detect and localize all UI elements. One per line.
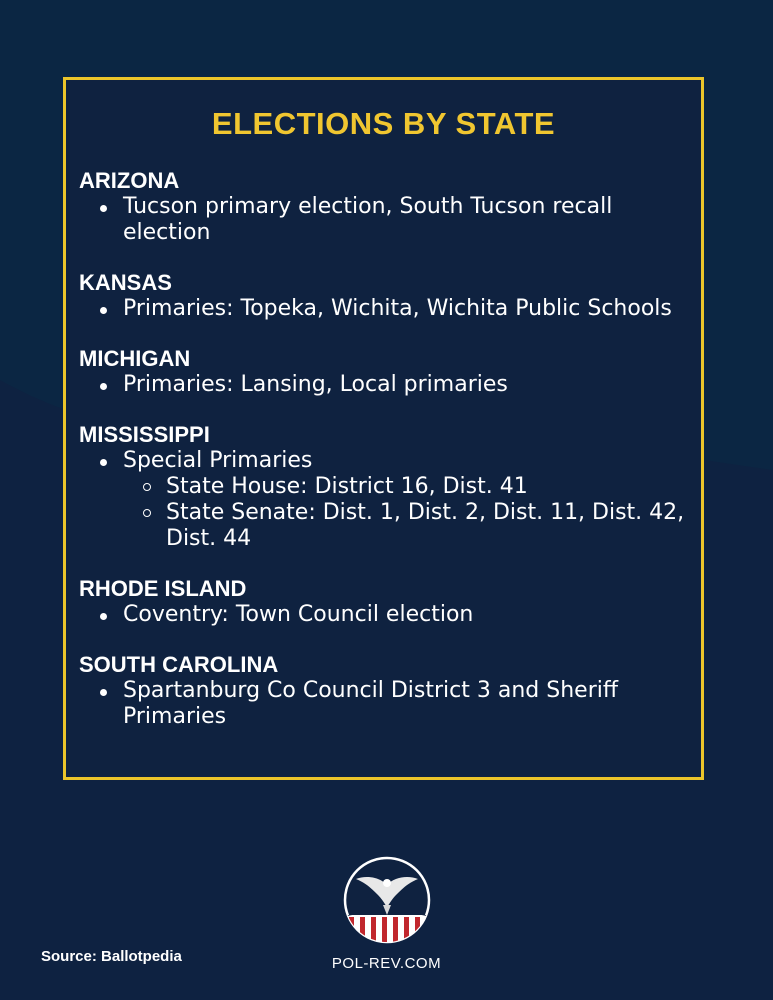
state-name: SOUTH CAROLINA [79, 652, 279, 677]
election-sublist [123, 474, 703, 552]
election-item [79, 678, 703, 730]
election-list [79, 296, 699, 322]
election-item-text: Spartanburg Co Council District 3 and Sheriff Primaries [123, 678, 619, 729]
election-list [79, 448, 699, 552]
state-sections [79, 168, 699, 754]
election-subitem: State Senate: Dist. 1, Dist. 2, Dist. 11, Dist. 42, Dist. 44 [123, 500, 686, 552]
state-section [79, 422, 699, 552]
election-list [79, 602, 699, 628]
site-name: POL-REV.COM [331, 955, 442, 972]
election-item-text: Coventry: Town Council election [123, 602, 474, 627]
election-item-text: Special Primaries [123, 448, 313, 473]
state-name: RHODE ISLAND [79, 576, 247, 601]
election-item-text: Primaries: Lansing, Local primaries [123, 372, 508, 397]
elections-card [63, 77, 704, 780]
election-item [79, 602, 703, 628]
state-section [79, 270, 699, 322]
eagle-flag-logo-icon [342, 855, 432, 945]
state-section [79, 346, 699, 398]
election-item [79, 194, 703, 246]
state-section [79, 652, 699, 730]
election-item [79, 448, 703, 552]
election-list [79, 194, 699, 246]
state-name: KANSAS [79, 270, 172, 295]
source-credit: Source: Ballotpedia [41, 948, 182, 965]
state-section [79, 576, 699, 628]
state-section [79, 168, 699, 246]
state-name: MICHIGAN [79, 346, 191, 371]
election-item [79, 296, 703, 322]
election-item-text: Primaries: Topeka, Wichita, Wichita Public Schools [123, 296, 672, 321]
election-list [79, 372, 699, 398]
election-item-text: Tucson primary election, South Tucson recall election [123, 194, 613, 245]
election-item [79, 372, 703, 398]
election-subitem: State House: District 16, Dist. 41 [123, 474, 686, 500]
page-title: ELECTIONS BY STATE [211, 106, 556, 141]
state-name: ARIZONA [79, 168, 180, 193]
state-name: MISSISSIPPI [79, 422, 210, 447]
election-list [79, 678, 699, 730]
